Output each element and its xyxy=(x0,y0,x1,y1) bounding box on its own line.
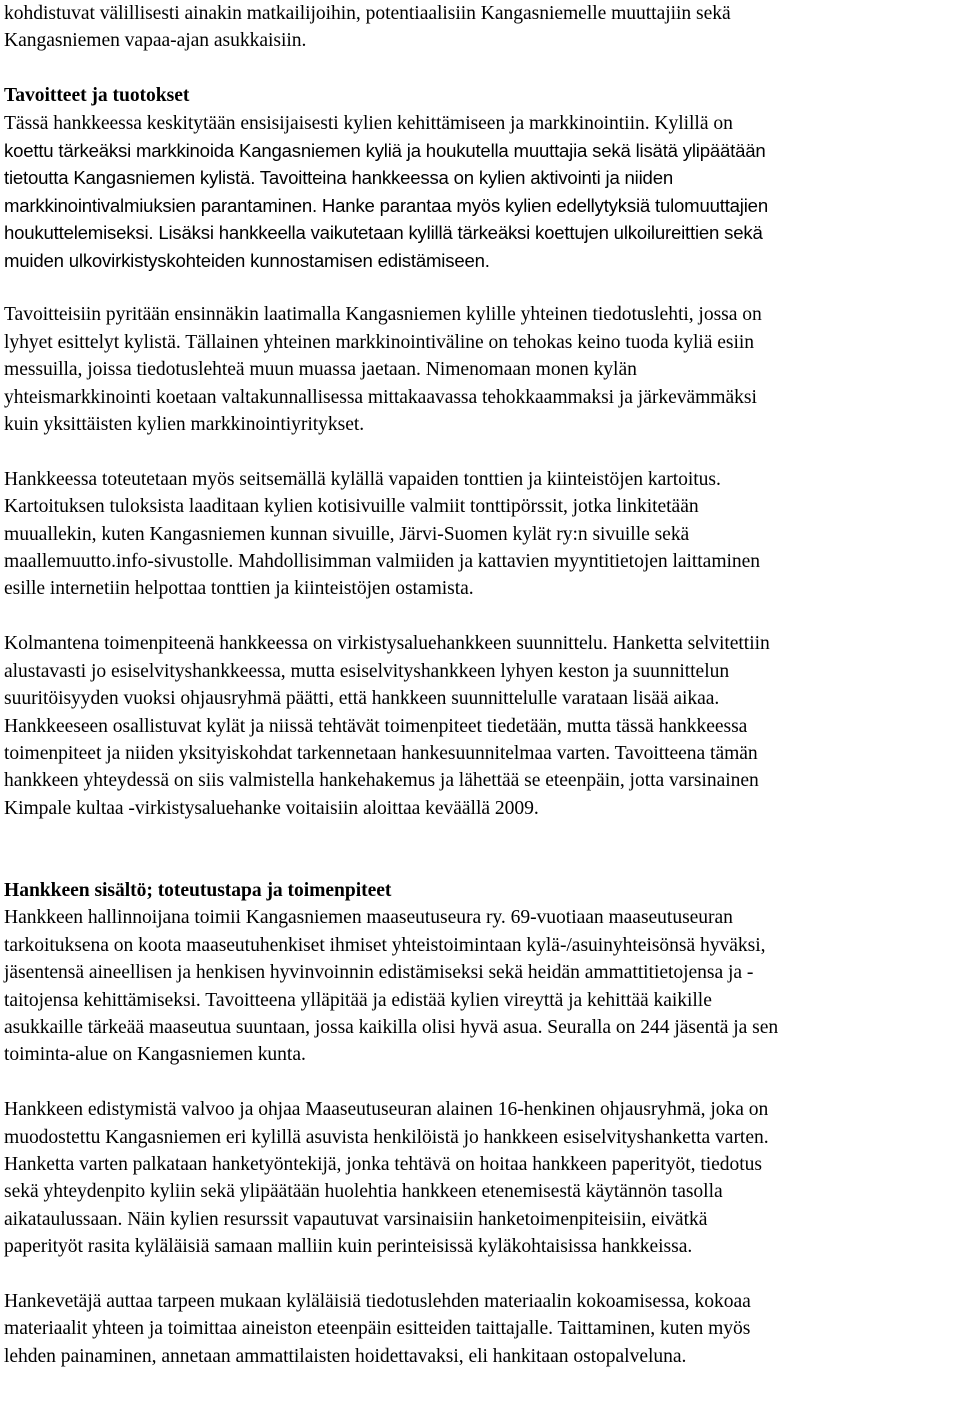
text-line: muiden ulkovirkistyskohteiden kunnostamisen edistämiseen. xyxy=(4,249,490,271)
spacer xyxy=(4,274,960,301)
text-line: houkuttelemiseksi. Lisäksi hankkeella vaikutetaan kylillä tärkeäksi koettujen ulkoilureittien sekä xyxy=(4,222,763,244)
spacer xyxy=(4,1069,960,1096)
spacer xyxy=(4,55,960,82)
section-heading-tavoitteet: Tavoitteet ja tuotokset xyxy=(4,85,190,107)
spacer xyxy=(4,1261,960,1288)
intro-paragraph: kohdistuvat välillisesti ainakin matkailijoihin, potentiaalisiin Kangasniemelle muuttajiin sekä Kangasniemen vapaa-ajan asukkaisiin. xyxy=(4,3,731,52)
tavoitteet-paragraph-4: Kolmantena toimenpiteenä hankkeessa on virkistysaluehankkeen suunnittelu. Hanketta selvitettiin alustavasti jo esiselvityshankkeessa, mutta esiselvityshankkeen lyhyen keston ja suunnittelun suuritöisyyden vuoksi ohjausryhmä päätti, että hankkeen suunnittelulle varataan lisää aikaa. Hankkeeseen osallistuvat kylät ja niissä tehtävät toimenpiteet tiedetään, mutta tässä hankkeessa toimenpiteet ja niiden yksityiskohdat tarkennetaan hankesuunnitelmaa varten. Tavoitteena tämän hankkeen yhteydessä on siis valmistella hankehakemus ja lähettää se eteenpäin, jotta varsinainen Kimpale kultaa -virkistysaluehanke voitaisiin aloittaa keväällä 2009. xyxy=(4,633,770,819)
sisalto-paragraph-1: Hankkeen hallinnoijana toimii Kangasniemen maaseutuseura ry. 69-vuotiaan maaseutuseuran tarkoituksena on koota maaseutuhenkiset ihmiset yhteistoimintaan kylä-/asuinyhteisönsä hyväksi, jäsentensä aineellisen ja henkisen hyvinvoinnin edistämiseksi sekä heidän ammattitietojensa ja - taitojensa kehittämiseksi. Tavoitteena ylläpitää ja edistää kylien vireyttä ja kehittää kaikille asukkaille tärkeää maaseutua suuntaan, jossa kaikilla olisi hyvä asua. Seuralla on 244 jäsentä ja sen toiminta-alue on Kangasniemen kunta. xyxy=(4,907,779,1066)
sisalto-paragraph-3: Hankevetäjä auttaa tarpeen mukaan kyläläisiä tiedotuslehden materiaalin kokoamisessa, kokoaa materiaalit yhteen ja toimittaa aineiston eteenpäin esitteiden taittajalle. Taittaminen, kuten myös lehden painaminen, annetaan ammattilaisten hoidettavaksi, eli hankitaan ostopalveluna. xyxy=(4,1290,751,1367)
tavoitteet-paragraph-1 xyxy=(4,110,960,274)
sisalto-paragraph-2: Hankkeen edistymistä valvoo ja ohjaa Maaseutuseuran alainen 16-henkinen ohjausryhmä, joka on muodostettu Kangasniemen eri kylillä asuvista henkilöistä jo hankkeen esiselvityshanketta varten. Hanketta varten palkataan hanketyöntekijä, jonka tehtävä on hoitaa hankkeen paperityöt, tiedotus sekä yhteydenpito kyliin sekä ylipäätään huolehtia hankkeen etenemisestä käytännön tasolla aikataulussaan. Näin kylien resurssit vapautuvat varsinaisiin hanketoimenpiteisiin, eivätkä paperityöt rasita kyläläisiä samaan malliin kuin perinteisissä kyläkohtaisissa hankkeissa. xyxy=(4,1099,769,1258)
spacer xyxy=(4,603,960,630)
section-heading-sisalto: Hankkeen sisältö; toteutustapa ja toimenpiteet xyxy=(4,879,392,901)
text-line: markkinointivalmiuksien parantaminen. Hanke parantaa myös kylien edellytyksiä tulomuuttajien xyxy=(4,194,768,216)
tavoitteet-paragraph-3: Hankkeessa toteutetaan myös seitsemällä kylällä vapaiden tonttien ja kiinteistöjen kartoitus. Kartoituksen tuloksista laaditaan kylien kotisivuille valmiit tonttipörssit, jotka linkitetään muuallekin, kuten Kangasniemen kunnan sivuille, Järvi-Suomen kylät ry:n sivuille sekä maallemuutto.info-sivustolle. Mahdollisimman valmiiden ja kattavien myyntitietojen laittaminen esille internetiin helpottaa tonttien ja kiinteistöjen ostamista. xyxy=(4,468,761,600)
text-line: koettu tärkeäksi markkinoida Kangasniemen kyliä ja houkutella muuttajia sekä lisätä ylipäätään xyxy=(4,140,766,162)
spacer xyxy=(4,438,960,465)
text-line: Tässä hankkeessa keskitytään ensisijaisesti kylien kehittämiseen ja markkinointiin. Kylillä on xyxy=(4,112,733,134)
text-line: tietoutta Kangasniemen kylistä. Tavoitteina hankkeessa on kylien aktivointi ja niiden xyxy=(4,167,673,189)
tavoitteet-paragraph-2: Tavoitteisiin pyritään ensinnäkin laatimalla Kangasniemen kylille yhteinen tiedotuslehti, jossa on lyhyet esittelyt kylistä. Tällainen yhteinen markkinointiväline on tehokas keino tuoda kyliä esiin messuilla, joissa tiedotuslehteä muun muassa jaetaan. Nimenomaan monen kylän yhteismarkkinointi koetaan valtakunnallisessa mittakaavassa tehokkaammaksi ja järkevämmäksi kuin yksittäisten kylien markkinointiyritykset. xyxy=(4,304,762,436)
spacer xyxy=(4,822,960,877)
